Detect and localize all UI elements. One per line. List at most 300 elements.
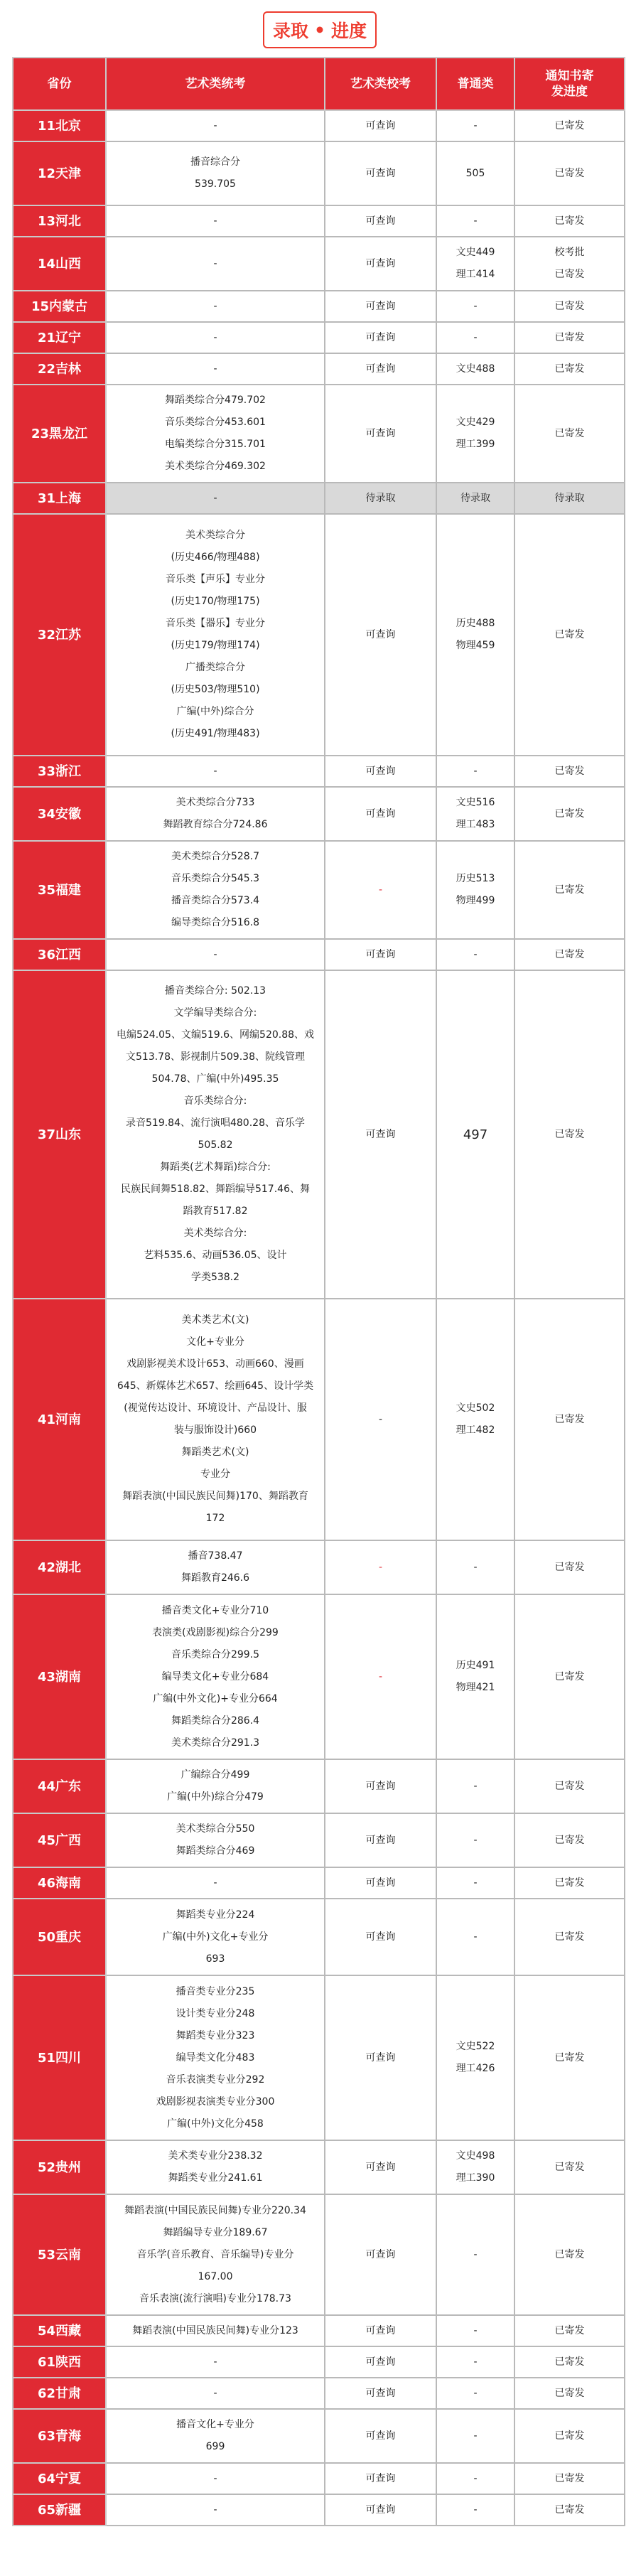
cell-art-school: - (325, 1299, 436, 1540)
cell-province: 41河南 (13, 1299, 106, 1540)
cell-line: 已寄发 (554, 2430, 585, 2442)
cell-notice (514, 110, 625, 141)
cell-line: 已寄发 (554, 884, 585, 896)
cell-province: 13河北 (13, 205, 106, 237)
table-row (13, 2463, 625, 2494)
cell-line: 已寄发 (554, 2503, 585, 2516)
cell-line: - (213, 1877, 217, 1889)
cell-general (436, 1759, 514, 1813)
cell-province: 61陕西 (13, 2346, 106, 2378)
cell-province: 62甘肃 (13, 2378, 106, 2409)
cell-art-school: 可查询 (325, 787, 436, 841)
cell-art-school: 可查询 (325, 2194, 436, 2315)
cell-line: 已寄发 (554, 1877, 585, 1889)
cell-line: 理工390 (456, 2172, 495, 2184)
cell-art-school: 可查询 (325, 2463, 436, 2494)
cell-line: - (473, 2503, 478, 2516)
cell-province: 11北京 (13, 110, 106, 141)
cell-line: 已寄发 (554, 167, 585, 179)
cell-line: 文史522 (456, 2041, 495, 2052)
cell-line: 645、新媒体艺术657、绘画645、设计学类 (117, 1380, 314, 1392)
cell-line: (视觉传达设计、环境设计、产品设计、服 (124, 1402, 307, 1414)
cell-province: 32江苏 (13, 514, 106, 756)
cell-general (436, 2409, 514, 2463)
cell-line: 舞蹈类专业分323 (176, 2029, 255, 2041)
cell-line: - (213, 2503, 217, 2516)
cell-line: 戏剧影视美术设计653、动画660、漫画 (126, 1358, 304, 1370)
table-row (13, 939, 625, 970)
title-dot: • (314, 19, 325, 41)
cell-line: 广编(中外)综合分 (176, 706, 254, 717)
cell-art-school: 可查询 (325, 2315, 436, 2346)
cell-province: 46海南 (13, 1867, 106, 1899)
table-row (13, 110, 625, 141)
cell-general (436, 2140, 514, 2194)
cell-line: 戏剧影视表演类专业分300 (156, 2095, 275, 2108)
header-row (13, 58, 625, 110)
cell-art-unified (106, 141, 325, 205)
cell-general (436, 2194, 514, 2315)
cell-line: 已寄发 (554, 1931, 585, 1943)
cell-line: - (473, 300, 478, 312)
cell-line: 广编综合分499 (180, 1769, 250, 1781)
cell-line: 文史488 (456, 363, 495, 375)
cell-art-unified (106, 787, 325, 841)
cell-art-school: 可查询 (325, 141, 436, 205)
cell-line: 音乐类综合分: (183, 1095, 247, 1107)
cell-line: 美术类专业分238.32 (168, 2150, 263, 2162)
cell-line: - (213, 363, 217, 375)
cell-art-school: 可查询 (325, 385, 436, 483)
cell-art-school: 可查询 (325, 1899, 436, 1975)
cell-province: 53云南 (13, 2194, 106, 2315)
cell-art-unified (106, 756, 325, 787)
col-province-header: 省份 (13, 58, 106, 110)
cell-line: 广编(中外文化)+专业分664 (153, 1692, 278, 1705)
cell-line: 美术类艺术(文) (181, 1314, 249, 1326)
cell-general (436, 385, 514, 483)
cell-province: 31上海 (13, 483, 106, 514)
cell-art-school: 可查询 (325, 939, 436, 970)
cell-province: 42湖北 (13, 1540, 106, 1594)
cell-line: 舞蹈表演(中国民族民间舞)专业分220.34 (124, 2204, 306, 2216)
cell-line: - (473, 331, 478, 343)
cell-notice (514, 2346, 625, 2378)
cell-province: 64宁夏 (13, 2463, 106, 2494)
cell-art-school: - (325, 1540, 436, 1594)
table-row (13, 2494, 625, 2526)
cell-general (436, 2463, 514, 2494)
cell-line: - (473, 215, 478, 227)
cell-art-unified (106, 1759, 325, 1813)
cell-general (436, 2346, 514, 2378)
cell-art-unified (106, 1594, 325, 1759)
cell-art-unified (106, 939, 325, 970)
cell-line: 504.78、广编(中外)495.35 (151, 1073, 279, 1085)
cell-line: - (473, 1877, 478, 1889)
cell-line: 音乐类综合分545.3 (171, 873, 260, 884)
cell-line: 音乐类【器乐】专业分 (166, 618, 265, 629)
cell-line: 文史516 (456, 797, 495, 808)
cell-art-unified (106, 2140, 325, 2194)
cell-art-school: 可查询 (325, 1813, 436, 1867)
cell-line: 已寄发 (554, 2051, 585, 2064)
table-row (13, 2140, 625, 2194)
cell-art-unified (106, 2409, 325, 2463)
cell-line: (历史503/物理510) (171, 684, 260, 695)
cell-line: 172 (205, 1513, 225, 1524)
cell-province: 44广东 (13, 1759, 106, 1813)
col-notice-header-text: 通知书寄发进度 (545, 69, 594, 99)
cell-line: 广编(中外)文化分458 (167, 2118, 264, 2130)
cell-notice (514, 1867, 625, 1899)
cell-art-school: 可查询 (325, 322, 436, 353)
cell-province: 23黑龙江 (13, 385, 106, 483)
cell-general (436, 205, 514, 237)
cell-line: 广编(中外)综合分479 (167, 1791, 264, 1803)
cell-art-unified (106, 2315, 325, 2346)
cell-general (436, 787, 514, 841)
cell-art-unified (106, 322, 325, 353)
cell-notice (514, 970, 625, 1299)
cell-line: (历史170/物理175) (171, 596, 260, 607)
cell-line: 播音类文化+专业分710 (161, 1604, 269, 1616)
cell-line: 舞蹈类专业分224 (176, 1909, 255, 1921)
cell-line: 已寄发 (554, 215, 585, 227)
cell-line: 已寄发 (554, 331, 585, 343)
cell-line: - (473, 2324, 478, 2336)
table-row (13, 237, 625, 291)
cell-line: (历史179/物理174) (171, 640, 260, 651)
cell-line: 美术类综合分 (185, 530, 245, 541)
cell-notice (514, 1540, 625, 1594)
cell-notice (514, 2378, 625, 2409)
cell-line: 广编(中外)文化+专业分 (162, 1931, 269, 1943)
cell-line: 物理459 (456, 640, 495, 651)
table-row (13, 322, 625, 353)
cell-art-school: 待录取 (325, 483, 436, 514)
cell-province: 51四川 (13, 1975, 106, 2140)
cell-art-unified (106, 1867, 325, 1899)
cell-line: - (213, 492, 217, 504)
cell-line: 已寄发 (554, 1561, 585, 1573)
cell-line: 舞蹈类专业分241.61 (168, 2172, 263, 2184)
cell-art-unified (106, 353, 325, 385)
cell-line: 文史449 (456, 247, 495, 258)
title-bar (0, 0, 636, 57)
cell-line: - (473, 2248, 478, 2260)
cell-notice (514, 2409, 625, 2463)
cell-province: 36江西 (13, 939, 106, 970)
cell-line: 已寄发 (554, 1670, 585, 1683)
cell-line: 民族民间舞518.82、舞蹈编导517.46、舞 (121, 1184, 310, 1195)
cell-line: - (213, 300, 217, 312)
cell-line: - (473, 1780, 478, 1792)
cell-line: 已寄发 (554, 2324, 585, 2336)
cell-line: - (473, 2472, 478, 2484)
table-row (13, 353, 625, 385)
cell-general (436, 939, 514, 970)
cell-line: 文史429 (456, 417, 495, 428)
cell-line: 美术类综合分550 (176, 1823, 255, 1835)
cell-art-unified (106, 205, 325, 237)
col-art-unified-header: 艺术类统考 (106, 58, 325, 110)
cell-line: 物理421 (456, 1682, 495, 1693)
cell-art-school: 可查询 (325, 205, 436, 237)
cell-line: 已寄发 (554, 427, 585, 439)
cell-line: - (473, 2430, 478, 2442)
table-row (13, 483, 625, 514)
cell-line: 编导类文化+专业分684 (161, 1670, 269, 1683)
cell-notice (514, 141, 625, 205)
cell-art-school: 可查询 (325, 1975, 436, 2140)
cell-line: - (473, 2387, 478, 2399)
cell-line: - (213, 2472, 217, 2484)
cell-art-unified (106, 841, 325, 939)
cell-province: 52贵州 (13, 2140, 106, 2194)
cell-art-school: - (325, 1594, 436, 1759)
cell-province: 21辽宁 (13, 322, 106, 353)
cell-art-unified (106, 2463, 325, 2494)
cell-art-unified (106, 1540, 325, 1594)
cell-province: 43湖南 (13, 1594, 106, 1759)
cell-line: - (473, 119, 478, 132)
title-left: 录取 (272, 21, 308, 41)
cell-province: 37山东 (13, 970, 106, 1299)
cell-province: 50重庆 (13, 1899, 106, 1975)
cell-line: 舞蹈类综合分469 (176, 1845, 255, 1857)
cell-notice (514, 1899, 625, 1975)
table-row (13, 141, 625, 205)
cell-line: 已寄发 (554, 1780, 585, 1792)
cell-general (436, 1975, 514, 2140)
cell-general (436, 237, 514, 291)
admission-table (12, 57, 625, 2526)
cell-art-unified (106, 514, 325, 756)
cell-line: 蹈教育517.82 (183, 1206, 248, 1217)
cell-art-unified (106, 483, 325, 514)
cell-general (436, 110, 514, 141)
cell-art-school: 可查询 (325, 2409, 436, 2463)
cell-general (436, 2315, 514, 2346)
table-wrapper (0, 57, 636, 2576)
cell-line: 539.705 (195, 178, 236, 190)
cell-line: 理工483 (456, 819, 495, 830)
cell-notice (514, 205, 625, 237)
cell-line: 音乐类综合分453.601 (165, 417, 266, 428)
cell-art-school: 可查询 (325, 353, 436, 385)
cell-line: 已寄发 (554, 300, 585, 312)
cell-province: 34安徽 (13, 787, 106, 841)
cell-line: 699 (205, 2441, 225, 2452)
cell-line: - (213, 257, 217, 269)
cell-art-school: 可查询 (325, 1759, 436, 1813)
col-general-header: 普通类 (436, 58, 514, 110)
cell-line: 已寄发 (554, 2161, 585, 2173)
cell-line: 舞蹈类综合分479.702 (165, 395, 266, 406)
table-row (13, 1813, 625, 1867)
cell-line: - (213, 2387, 217, 2399)
cell-line: 理工399 (456, 439, 495, 450)
cell-general (436, 141, 514, 205)
cell-general (436, 1899, 514, 1975)
cell-line: 播音类专业分235 (176, 1985, 255, 1997)
cell-province: 14山西 (13, 237, 106, 291)
cell-general (436, 291, 514, 322)
table-row (13, 1540, 625, 1594)
cell-general (436, 322, 514, 353)
cell-notice (514, 291, 625, 322)
cell-general (436, 353, 514, 385)
cell-line: 理工426 (456, 2063, 495, 2074)
cell-province: 65新疆 (13, 2494, 106, 2526)
cell-art-school: 可查询 (325, 1867, 436, 1899)
cell-line: 专业分 (200, 1469, 230, 1480)
cell-art-unified (106, 1299, 325, 1540)
cell-line: - (213, 2356, 217, 2368)
table-row (13, 385, 625, 483)
col-art-school-header: 艺术类校考 (325, 58, 436, 110)
cell-line: 电编524.05、文编519.6、网编520.88、戏 (116, 1029, 315, 1041)
cell-art-school: - (325, 841, 436, 939)
cell-line: 文学编导类综合分: (173, 1007, 257, 1019)
cell-general (436, 970, 514, 1299)
cell-general (436, 1299, 514, 1540)
cell-line: 已寄发 (554, 2248, 585, 2260)
cell-line: 音乐表演(流行演唱)专业分178.73 (139, 2292, 291, 2304)
cell-line: 已寄发 (554, 2472, 585, 2484)
table-row (13, 514, 625, 756)
cell-art-unified (106, 970, 325, 1299)
cell-line: 舞蹈编导专业分189.67 (163, 2226, 268, 2238)
cell-line: 待录取 (554, 492, 585, 504)
cell-line: 美术类综合分: (183, 1228, 247, 1239)
cell-line: 理工414 (456, 269, 495, 280)
cell-line: 播音文化+专业分 (176, 2419, 254, 2430)
table-body (13, 110, 625, 2526)
table-row (13, 1867, 625, 1899)
cell-province: 45广西 (13, 1813, 106, 1867)
cell-notice (514, 2315, 625, 2346)
cell-art-unified (106, 237, 325, 291)
cell-line: 已寄发 (554, 628, 585, 640)
cell-line: 广播类综合分 (185, 662, 245, 673)
table-row (13, 1299, 625, 1540)
cell-notice (514, 2140, 625, 2194)
cell-art-unified (106, 291, 325, 322)
cell-line: 文史502 (456, 1402, 495, 1414)
cell-line: 693 (205, 1953, 225, 1965)
cell-line: 505.82 (198, 1139, 233, 1151)
cell-notice (514, 2463, 625, 2494)
cell-notice (514, 2494, 625, 2526)
cell-line: (历史466/物理488) (171, 552, 260, 563)
cell-province: 22吉林 (13, 353, 106, 385)
cell-notice (514, 353, 625, 385)
cell-line: 播音综合分 (190, 156, 240, 168)
cell-notice (514, 1299, 625, 1540)
cell-line: 历史488 (456, 618, 495, 629)
cell-line: 历史513 (456, 873, 495, 884)
table-row (13, 1759, 625, 1813)
cell-notice (514, 756, 625, 787)
cell-line: 艺料535.6、动画536.05、设计 (144, 1250, 287, 1261)
cell-line: 播音738.47 (188, 1550, 243, 1562)
cell-art-unified (106, 2346, 325, 2378)
cell-line: 电编类综合分315.701 (165, 439, 266, 450)
table-row (13, 2346, 625, 2378)
cell-line: 物理499 (456, 895, 495, 906)
table-row (13, 2194, 625, 2315)
cell-line: 美术类综合分528.7 (171, 851, 260, 862)
cell-line: 舞蹈表演(中国民族民间舞)专业分123 (132, 2324, 298, 2336)
cell-art-unified (106, 1813, 325, 1867)
cell-line: 已寄发 (554, 807, 585, 820)
table-row (13, 1975, 625, 2140)
cell-province: 35福建 (13, 841, 106, 939)
cell-notice (514, 385, 625, 483)
cell-line: 已寄发 (554, 2356, 585, 2368)
cell-line: 编导类综合分516.8 (171, 917, 260, 928)
cell-art-unified (106, 1899, 325, 1975)
cell-line: 播音类综合分: 502.13 (164, 985, 266, 997)
table-row (13, 970, 625, 1299)
cell-notice (514, 1813, 625, 1867)
cell-line: 已寄发 (554, 2387, 585, 2399)
cell-line: 已寄发 (554, 119, 585, 132)
cell-line: 505 (465, 167, 485, 179)
cell-art-school: 可查询 (325, 756, 436, 787)
page-title (263, 11, 377, 48)
cell-notice (514, 2194, 625, 2315)
cell-line: 音乐表演类专业分292 (166, 2073, 265, 2086)
table-row (13, 2409, 625, 2463)
cell-art-unified (106, 1975, 325, 2140)
cell-line: - (473, 1931, 478, 1943)
title-right: 进度 (330, 21, 367, 41)
cell-line: 已寄发 (554, 1413, 585, 1425)
cell-art-school: 可查询 (325, 970, 436, 1299)
cell-line: 舞蹈类综合分286.4 (171, 1714, 260, 1727)
col-notice-header (514, 58, 625, 110)
cell-line: 已寄发 (554, 1128, 585, 1140)
cell-line: 已寄发 (554, 363, 585, 375)
cell-art-school: 可查询 (325, 291, 436, 322)
cell-line: 舞蹈表演(中国民族民间舞)170、舞蹈教育 (122, 1491, 308, 1502)
table-row (13, 756, 625, 787)
cell-line: 美术类综合分733 (176, 797, 255, 808)
cell-line: 舞蹈教育综合分724.86 (163, 819, 268, 830)
cell-notice (514, 787, 625, 841)
cell-art-school: 可查询 (325, 2494, 436, 2526)
cell-art-unified (106, 2494, 325, 2526)
cell-line: - (213, 215, 217, 227)
cell-general (436, 1594, 514, 1759)
table-row (13, 1899, 625, 1975)
cell-notice (514, 1594, 625, 1759)
cell-line: 文513.78、影视制片509.38、院线管理 (126, 1051, 305, 1063)
cell-line: 录音519.84、流行演唱480.28、音乐学 (126, 1117, 305, 1129)
cell-line: - (473, 1834, 478, 1846)
cell-line: 设计类专业分248 (176, 2007, 255, 2019)
table-row (13, 1594, 625, 1759)
cell-line: 已寄发 (554, 269, 585, 280)
cell-notice (514, 841, 625, 939)
cell-province: 15内蒙古 (13, 291, 106, 322)
cell-line: 已寄发 (554, 765, 585, 777)
cell-line: - (473, 948, 478, 960)
cell-general (436, 1813, 514, 1867)
